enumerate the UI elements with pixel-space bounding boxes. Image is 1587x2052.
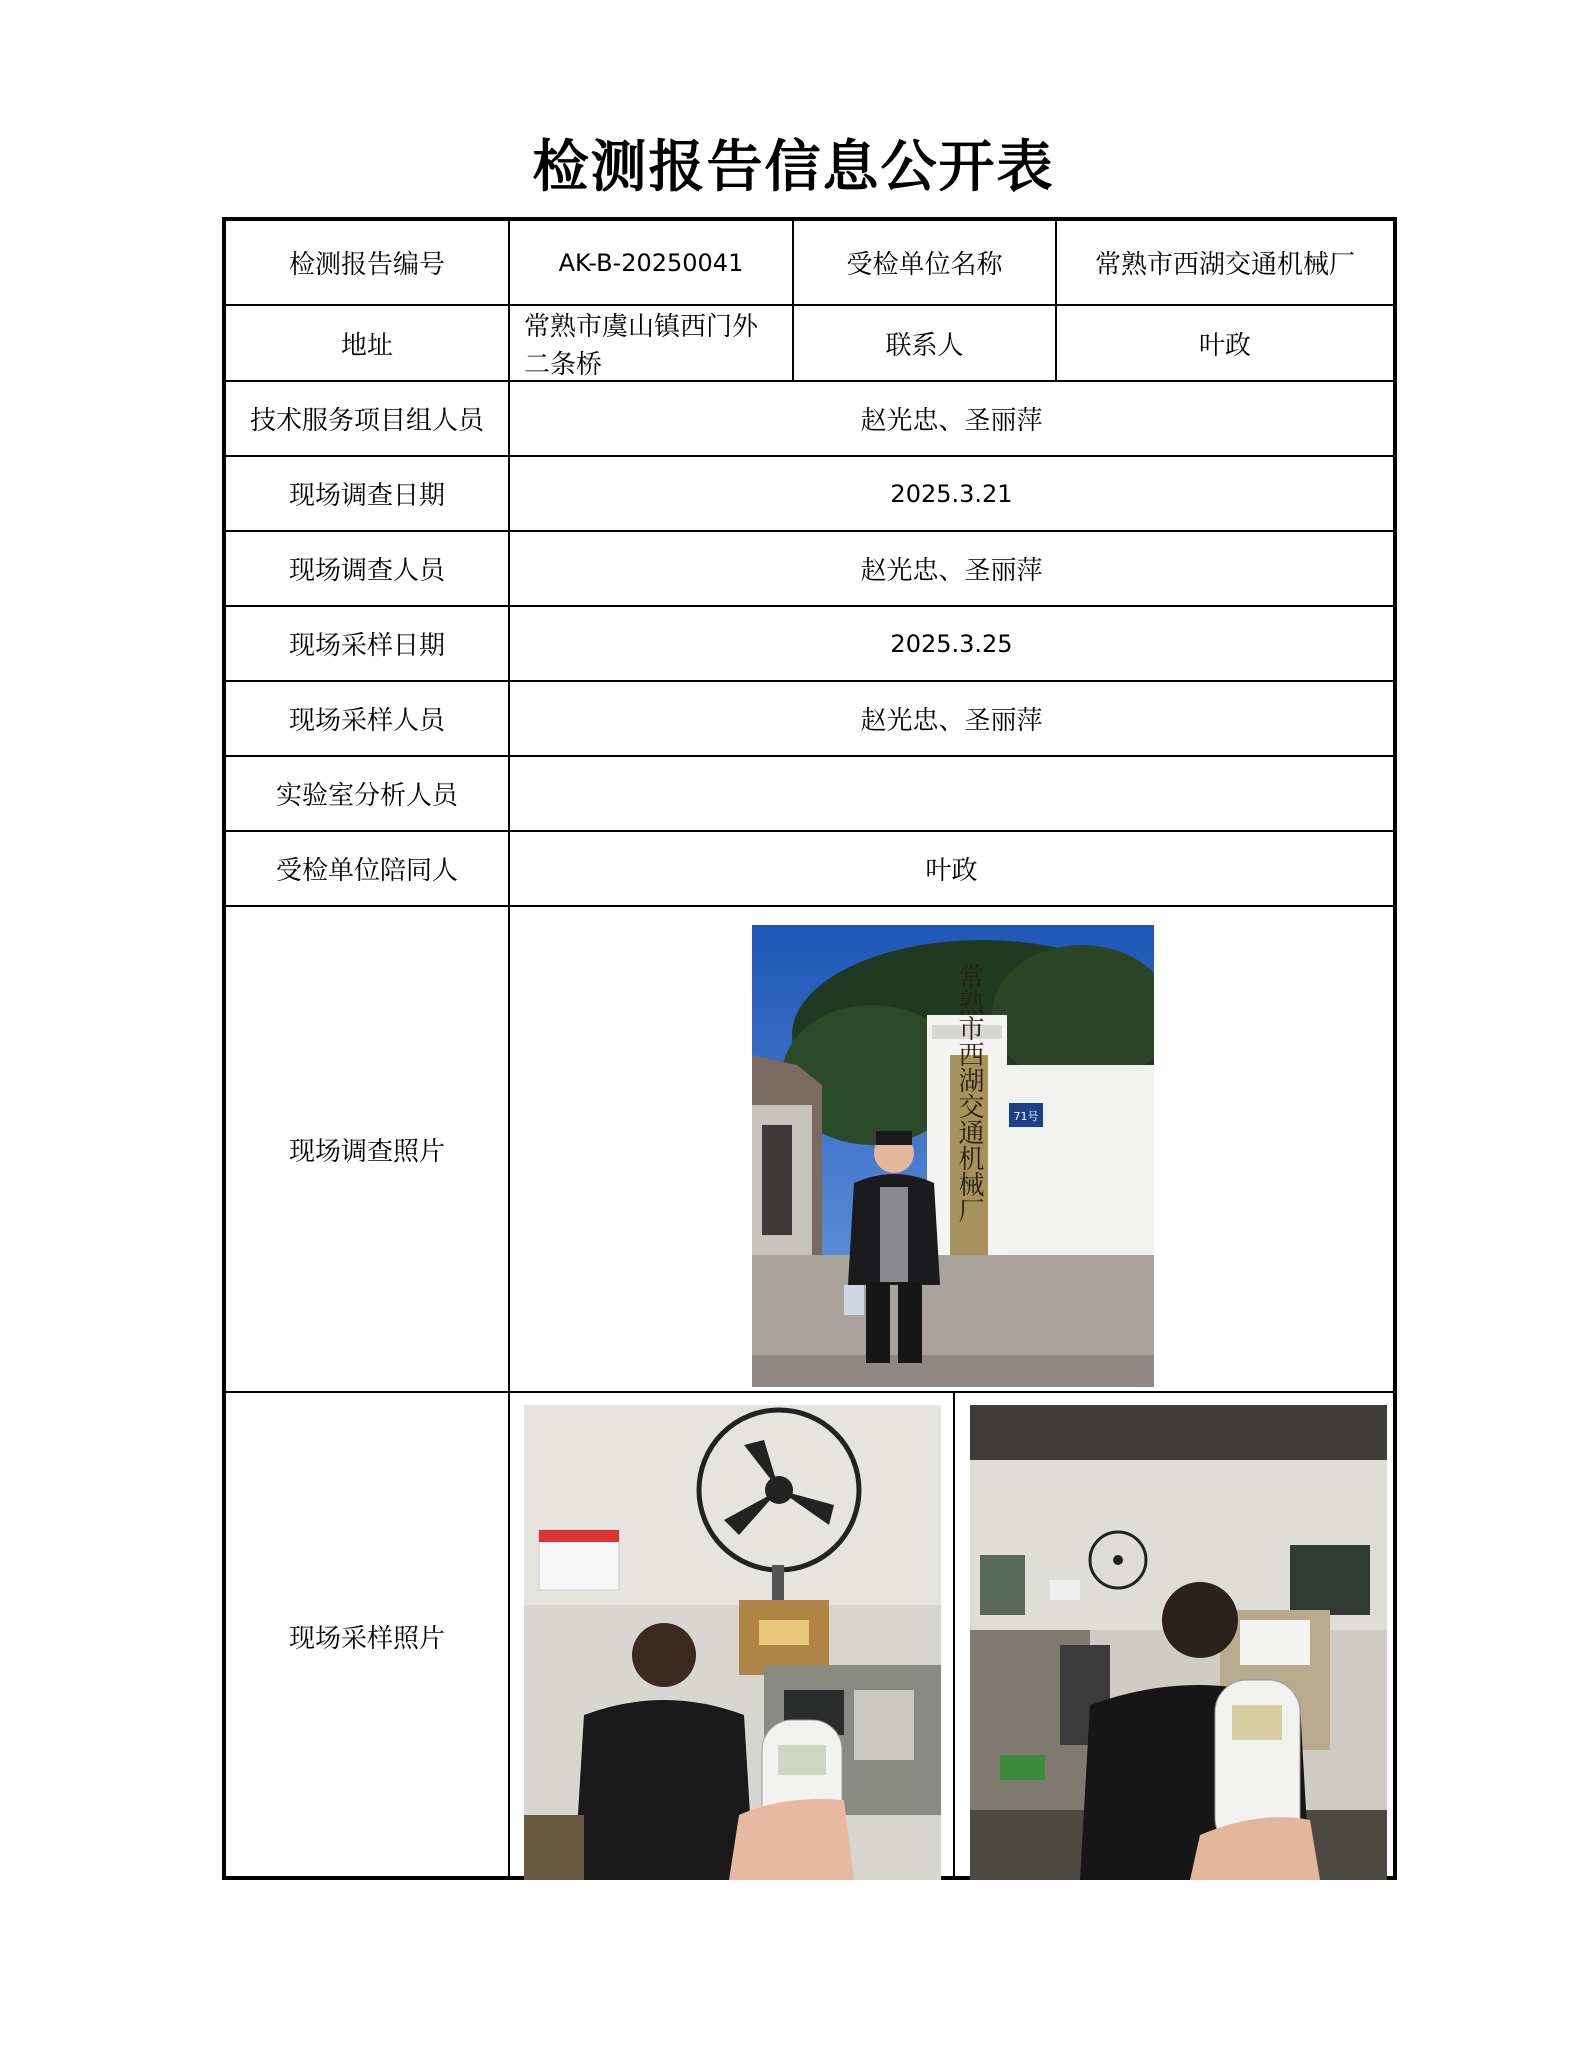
survey-photo (752, 925, 1154, 1387)
sampling-photo-1 (524, 1405, 941, 1880)
table-row-address (226, 306, 1393, 382)
row-value (510, 757, 1393, 830)
unit-name-value: 常熟市西湖交通机械厂 (1094, 250, 1355, 280)
row-value: 叶政 (925, 856, 978, 886)
table-row (226, 382, 1393, 457)
plate-text: 71号 (1013, 1110, 1039, 1123)
row-label: 现场调查日期 (288, 481, 445, 511)
row-value: 赵光忠、圣丽萍 (860, 406, 1043, 436)
report-no-label: 检测报告编号 (288, 250, 445, 280)
row-value: 2025.3.21 (890, 479, 1013, 508)
survey-photo-label: 现场调查照片 (288, 1136, 445, 1167)
row-label: 受检单位陪同人 (275, 856, 458, 886)
contact-label: 联系人 (885, 330, 964, 361)
row-label: 现场采样日期 (288, 631, 445, 661)
contact-value: 叶政 (1198, 330, 1251, 361)
page-title: 检测报告信息公开表 (532, 135, 1055, 200)
row-label: 现场调查人员 (288, 556, 445, 586)
info-table (222, 217, 1397, 1880)
sampling-photo-label: 现场采样照片 (288, 1624, 445, 1654)
report-no-value: AK-B-20250041 (558, 248, 744, 277)
row-label: 实验室分析人员 (275, 781, 458, 811)
table-row (226, 532, 1393, 607)
table-row (226, 607, 1393, 682)
sampling-photo-2 (970, 1405, 1387, 1880)
table-row-sampling-photo (226, 1393, 1393, 1880)
address-label: 地址 (340, 330, 393, 361)
table-row (226, 832, 1393, 907)
row-value: 2025.3.25 (890, 629, 1013, 658)
row-label: 现场采样人员 (288, 706, 445, 736)
table-row (226, 757, 1393, 832)
row-value: 赵光忠、圣丽萍 (860, 556, 1043, 586)
unit-name-label: 受检单位名称 (846, 250, 1003, 280)
row-label: 技术服务项目组人员 (249, 406, 484, 436)
table-row (226, 457, 1393, 532)
table-row-survey-photo (226, 907, 1393, 1393)
table-row-report (226, 221, 1393, 306)
address-value: 常熟市虞山镇西门外二条桥 (524, 312, 759, 380)
table-row (226, 682, 1393, 757)
sign-text: 常熟市西湖交通机械厂 (954, 963, 984, 1223)
row-value: 赵光忠、圣丽萍 (860, 706, 1043, 736)
